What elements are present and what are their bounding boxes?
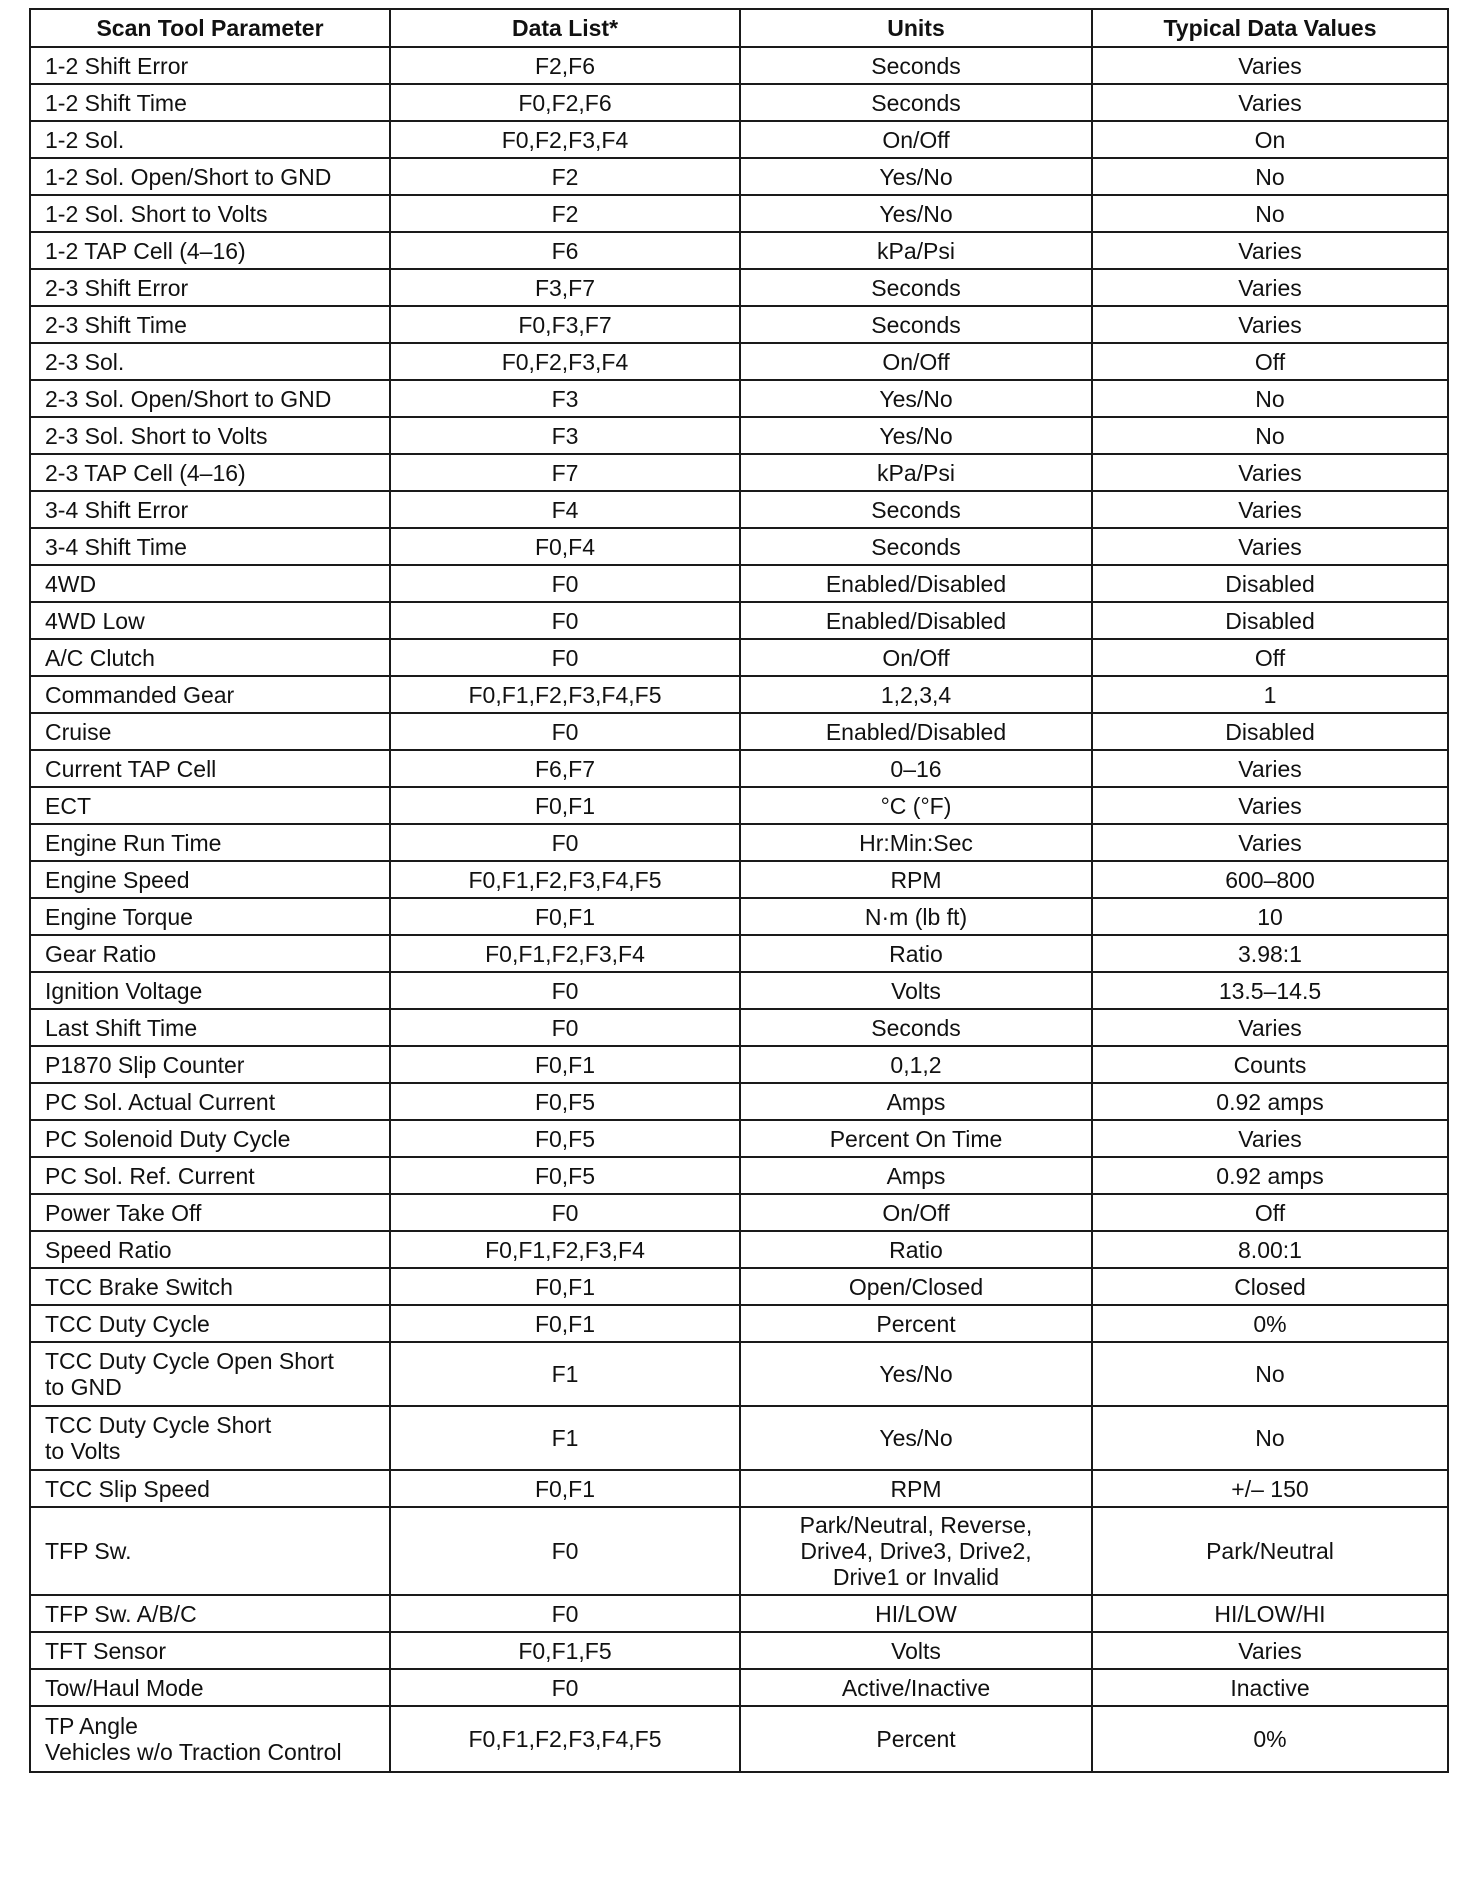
cell-data-list: F6,F7 (390, 750, 740, 787)
cell-typical-value: No (1092, 158, 1448, 195)
cell-data-list: F0,F1,F5 (390, 1632, 740, 1669)
table-row (30, 528, 1448, 565)
cell-typical-value: 0% (1092, 1305, 1448, 1342)
cell-typical-value: Varies (1092, 491, 1448, 528)
cell-units: Ratio (740, 935, 1092, 972)
cell-parameter: 4WD (30, 565, 390, 602)
cell-units: kPa/Psi (740, 232, 1092, 269)
cell-units: Seconds (740, 306, 1092, 343)
table-row (30, 1507, 1448, 1595)
cell-data-list: F0,F1 (390, 1046, 740, 1083)
cell-data-list: F0,F1 (390, 1305, 740, 1342)
cell-data-list: F0,F1,F2,F3,F4 (390, 1231, 740, 1268)
cell-typical-value: Varies (1092, 824, 1448, 861)
cell-units: Yes/No (740, 1406, 1092, 1470)
cell-data-list: F2,F6 (390, 47, 740, 84)
cell-units: Ratio (740, 1231, 1092, 1268)
cell-units: Volts (740, 1632, 1092, 1669)
cell-parameter: Current TAP Cell (30, 750, 390, 787)
cell-units: 0–16 (740, 750, 1092, 787)
cell-typical-value: 0% (1092, 1706, 1448, 1772)
cell-units: Enabled/Disabled (740, 565, 1092, 602)
cell-typical-value: Disabled (1092, 713, 1448, 750)
table-row (30, 417, 1448, 454)
cell-units: Enabled/Disabled (740, 713, 1092, 750)
table-row (30, 121, 1448, 158)
cell-parameter: ECT (30, 787, 390, 824)
cell-data-list: F0,F5 (390, 1157, 740, 1194)
scan-tool-data-table (29, 8, 1449, 1773)
cell-units: Percent On Time (740, 1120, 1092, 1157)
table-row (30, 713, 1448, 750)
cell-typical-value: Varies (1092, 528, 1448, 565)
cell-typical-value: 0.92 amps (1092, 1083, 1448, 1120)
cell-units: Seconds (740, 1009, 1092, 1046)
cell-parameter: TCC Duty Cycle (30, 1305, 390, 1342)
cell-parameter: 4WD Low (30, 602, 390, 639)
cell-data-list: F1 (390, 1406, 740, 1470)
cell-parameter: TCC Slip Speed (30, 1470, 390, 1507)
cell-units: On/Off (740, 1194, 1092, 1231)
cell-data-list: F0,F4 (390, 528, 740, 565)
cell-data-list: F0 (390, 972, 740, 1009)
cell-units: N·m (lb ft) (740, 898, 1092, 935)
cell-units: Yes/No (740, 380, 1092, 417)
cell-typical-value: No (1092, 1342, 1448, 1406)
cell-data-list: F0,F5 (390, 1120, 740, 1157)
table-row (30, 861, 1448, 898)
cell-units: kPa/Psi (740, 454, 1092, 491)
cell-data-list: F0,F1,F2,F3,F4,F5 (390, 1706, 740, 1772)
cell-typical-value: No (1092, 380, 1448, 417)
table-row (30, 454, 1448, 491)
cell-parameter: Cruise (30, 713, 390, 750)
cell-data-list: F4 (390, 491, 740, 528)
cell-parameter: Ignition Voltage (30, 972, 390, 1009)
cell-units (740, 1507, 1092, 1595)
cell-units: Enabled/Disabled (740, 602, 1092, 639)
table-row (30, 1406, 1448, 1470)
cell-units-line: Park/Neutral, Reverse, (799, 1512, 1033, 1538)
cell-parameter: Power Take Off (30, 1194, 390, 1231)
table-row (30, 1470, 1448, 1507)
cell-units: RPM (740, 861, 1092, 898)
cell-parameter-line: TCC Duty Cycle Open Short (45, 1348, 334, 1374)
cell-data-list: F0,F2,F6 (390, 84, 740, 121)
cell-typical-value: Varies (1092, 84, 1448, 121)
cell-data-list: F0,F1,F2,F3,F4,F5 (390, 676, 740, 713)
cell-parameter: 2-3 TAP Cell (4–16) (30, 454, 390, 491)
table-row (30, 676, 1448, 713)
table-row (30, 1120, 1448, 1157)
table-row (30, 1009, 1448, 1046)
cell-units: On/Off (740, 639, 1092, 676)
table-row (30, 750, 1448, 787)
cell-typical-value: Varies (1092, 232, 1448, 269)
cell-units: Amps (740, 1157, 1092, 1194)
cell-parameter: 3-4 Shift Time (30, 528, 390, 565)
cell-typical-value: No (1092, 417, 1448, 454)
cell-parameter: 3-4 Shift Error (30, 491, 390, 528)
cell-data-list: F0 (390, 713, 740, 750)
cell-data-list: F0,F1 (390, 787, 740, 824)
table-body (30, 47, 1448, 1772)
cell-data-list: F3 (390, 380, 740, 417)
cell-parameter-line: to GND (45, 1374, 122, 1400)
cell-typical-value: Park/Neutral (1092, 1507, 1448, 1595)
table-row (30, 158, 1448, 195)
cell-units: Seconds (740, 491, 1092, 528)
table-row (30, 1632, 1448, 1669)
cell-typical-value: Off (1092, 639, 1448, 676)
cell-parameter: Tow/Haul Mode (30, 1669, 390, 1706)
cell-typical-value: Closed (1092, 1268, 1448, 1305)
cell-typical-value: +/– 150 (1092, 1470, 1448, 1507)
header-typical-data-values: Typical Data Values (1092, 9, 1448, 47)
cell-data-list: F0,F2,F3,F4 (390, 121, 740, 158)
cell-parameter: 2-3 Shift Time (30, 306, 390, 343)
cell-parameter (30, 1342, 390, 1406)
table-row (30, 269, 1448, 306)
cell-typical-value: Counts (1092, 1046, 1448, 1083)
cell-parameter-line: Vehicles w/o Traction Control (45, 1739, 342, 1765)
cell-parameter: 1-2 Sol. Short to Volts (30, 195, 390, 232)
table-row (30, 1046, 1448, 1083)
cell-typical-value: 8.00:1 (1092, 1231, 1448, 1268)
cell-parameter (30, 1706, 390, 1772)
cell-typical-value: 1 (1092, 676, 1448, 713)
table-row (30, 1595, 1448, 1632)
cell-typical-value: Varies (1092, 1120, 1448, 1157)
cell-data-list: F1 (390, 1342, 740, 1406)
header-units: Units (740, 9, 1092, 47)
table-row (30, 972, 1448, 1009)
cell-parameter: Engine Torque (30, 898, 390, 935)
table-row (30, 1231, 1448, 1268)
cell-units: On/Off (740, 121, 1092, 158)
cell-parameter: TFP Sw. A/B/C (30, 1595, 390, 1632)
cell-data-list: F3,F7 (390, 269, 740, 306)
cell-typical-value: Varies (1092, 454, 1448, 491)
cell-data-list: F0 (390, 602, 740, 639)
cell-typical-value: Disabled (1092, 565, 1448, 602)
cell-data-list: F3 (390, 417, 740, 454)
cell-typical-value: 600–800 (1092, 861, 1448, 898)
cell-data-list: F0 (390, 1009, 740, 1046)
cell-data-list: F0 (390, 1669, 740, 1706)
table-row (30, 602, 1448, 639)
cell-parameter: 2-3 Sol. Short to Volts (30, 417, 390, 454)
cell-data-list: F0,F2,F3,F4 (390, 343, 740, 380)
cell-typical-value: HI/LOW/HI (1092, 1595, 1448, 1632)
cell-typical-value: Varies (1092, 787, 1448, 824)
cell-units: Percent (740, 1305, 1092, 1342)
cell-typical-value: Varies (1092, 306, 1448, 343)
cell-typical-value: Inactive (1092, 1669, 1448, 1706)
table-row (30, 824, 1448, 861)
cell-parameter: 1-2 Sol. Open/Short to GND (30, 158, 390, 195)
cell-typical-value: Off (1092, 1194, 1448, 1231)
cell-parameter: PC Sol. Ref. Current (30, 1157, 390, 1194)
cell-data-list: F0 (390, 565, 740, 602)
cell-typical-value: No (1092, 1406, 1448, 1470)
cell-typical-value: 0.92 amps (1092, 1157, 1448, 1194)
table-row (30, 1268, 1448, 1305)
table-row (30, 639, 1448, 676)
cell-units: Yes/No (740, 1342, 1092, 1406)
cell-parameter (30, 1406, 390, 1470)
cell-units: On/Off (740, 343, 1092, 380)
cell-parameter-line: TCC Duty Cycle Short (45, 1412, 272, 1438)
cell-units: 0,1,2 (740, 1046, 1092, 1083)
table-row (30, 491, 1448, 528)
cell-data-list: F2 (390, 195, 740, 232)
cell-units: 1,2,3,4 (740, 676, 1092, 713)
cell-units: Active/Inactive (740, 1669, 1092, 1706)
cell-data-list: F6 (390, 232, 740, 269)
cell-units: Yes/No (740, 417, 1092, 454)
cell-typical-value: 10 (1092, 898, 1448, 935)
cell-units: Seconds (740, 528, 1092, 565)
cell-parameter: TCC Brake Switch (30, 1268, 390, 1305)
cell-units-line: Drive1 or Invalid (832, 1564, 1000, 1590)
cell-parameter: 2-3 Shift Error (30, 269, 390, 306)
cell-parameter: Last Shift Time (30, 1009, 390, 1046)
cell-typical-value: Varies (1092, 47, 1448, 84)
table-row (30, 898, 1448, 935)
table-row (30, 306, 1448, 343)
table-row (30, 1194, 1448, 1231)
cell-parameter: Engine Speed (30, 861, 390, 898)
cell-parameter-line: to Volts (45, 1438, 121, 1464)
table-row (30, 84, 1448, 121)
table-row (30, 787, 1448, 824)
cell-typical-value: Varies (1092, 1009, 1448, 1046)
cell-parameter: A/C Clutch (30, 639, 390, 676)
cell-data-list: F2 (390, 158, 740, 195)
cell-units: Amps (740, 1083, 1092, 1120)
cell-parameter: Commanded Gear (30, 676, 390, 713)
header-data-list: Data List* (390, 9, 740, 47)
cell-parameter: Speed Ratio (30, 1231, 390, 1268)
cell-typical-value: Varies (1092, 1632, 1448, 1669)
cell-data-list: F0,F1,F2,F3,F4,F5 (390, 861, 740, 898)
cell-parameter: 1-2 Shift Error (30, 47, 390, 84)
cell-units: °C (°F) (740, 787, 1092, 824)
table-row (30, 232, 1448, 269)
cell-parameter: TFT Sensor (30, 1632, 390, 1669)
table-row (30, 380, 1448, 417)
cell-parameter: PC Sol. Actual Current (30, 1083, 390, 1120)
cell-typical-value: Varies (1092, 750, 1448, 787)
cell-typical-value: On (1092, 121, 1448, 158)
cell-data-list: F0 (390, 824, 740, 861)
cell-units: Seconds (740, 269, 1092, 306)
table-row (30, 935, 1448, 972)
cell-typical-value: Disabled (1092, 602, 1448, 639)
cell-units-line: Drive4, Drive3, Drive2, (800, 1538, 1032, 1564)
cell-data-list: F0 (390, 1507, 740, 1595)
cell-data-list: F0,F1 (390, 1268, 740, 1305)
cell-units: Seconds (740, 84, 1092, 121)
table-row (30, 343, 1448, 380)
table-row (30, 1305, 1448, 1342)
cell-parameter: 1-2 Shift Time (30, 84, 390, 121)
table-header-row (30, 9, 1448, 47)
cell-units: Seconds (740, 47, 1092, 84)
cell-data-list: F0,F1 (390, 1470, 740, 1507)
cell-data-list: F7 (390, 454, 740, 491)
cell-typical-value: 13.5–14.5 (1092, 972, 1448, 1009)
table-row (30, 565, 1448, 602)
cell-data-list: F0 (390, 639, 740, 676)
cell-parameter: 1-2 Sol. (30, 121, 390, 158)
cell-parameter: TFP Sw. (30, 1507, 390, 1595)
cell-typical-value: Off (1092, 343, 1448, 380)
cell-data-list: F0,F5 (390, 1083, 740, 1120)
cell-units: HI/LOW (740, 1595, 1092, 1632)
cell-data-list: F0 (390, 1595, 740, 1632)
cell-parameter: 1-2 TAP Cell (4–16) (30, 232, 390, 269)
cell-units: Percent (740, 1706, 1092, 1772)
cell-units: Hr:Min:Sec (740, 824, 1092, 861)
table-row (30, 1083, 1448, 1120)
cell-parameter: PC Solenoid Duty Cycle (30, 1120, 390, 1157)
table-row (30, 195, 1448, 232)
cell-typical-value: No (1092, 195, 1448, 232)
cell-parameter: Gear Ratio (30, 935, 390, 972)
cell-parameter: Engine Run Time (30, 824, 390, 861)
cell-parameter: 2-3 Sol. (30, 343, 390, 380)
table-row (30, 1706, 1448, 1772)
table-row (30, 47, 1448, 84)
cell-units: Yes/No (740, 158, 1092, 195)
cell-units: Open/Closed (740, 1268, 1092, 1305)
cell-typical-value: Varies (1092, 269, 1448, 306)
cell-units: RPM (740, 1470, 1092, 1507)
cell-parameter-line: TP Angle (45, 1713, 138, 1739)
cell-typical-value: 3.98:1 (1092, 935, 1448, 972)
header-scan-tool-parameter: Scan Tool Parameter (30, 9, 390, 47)
cell-parameter: P1870 Slip Counter (30, 1046, 390, 1083)
cell-units: Volts (740, 972, 1092, 1009)
cell-data-list: F0 (390, 1194, 740, 1231)
cell-units: Yes/No (740, 195, 1092, 232)
table-row (30, 1157, 1448, 1194)
cell-data-list: F0,F1 (390, 898, 740, 935)
cell-parameter: 2-3 Sol. Open/Short to GND (30, 380, 390, 417)
table-row (30, 1669, 1448, 1706)
table-row (30, 1342, 1448, 1406)
cell-data-list: F0,F1,F2,F3,F4 (390, 935, 740, 972)
cell-data-list: F0,F3,F7 (390, 306, 740, 343)
